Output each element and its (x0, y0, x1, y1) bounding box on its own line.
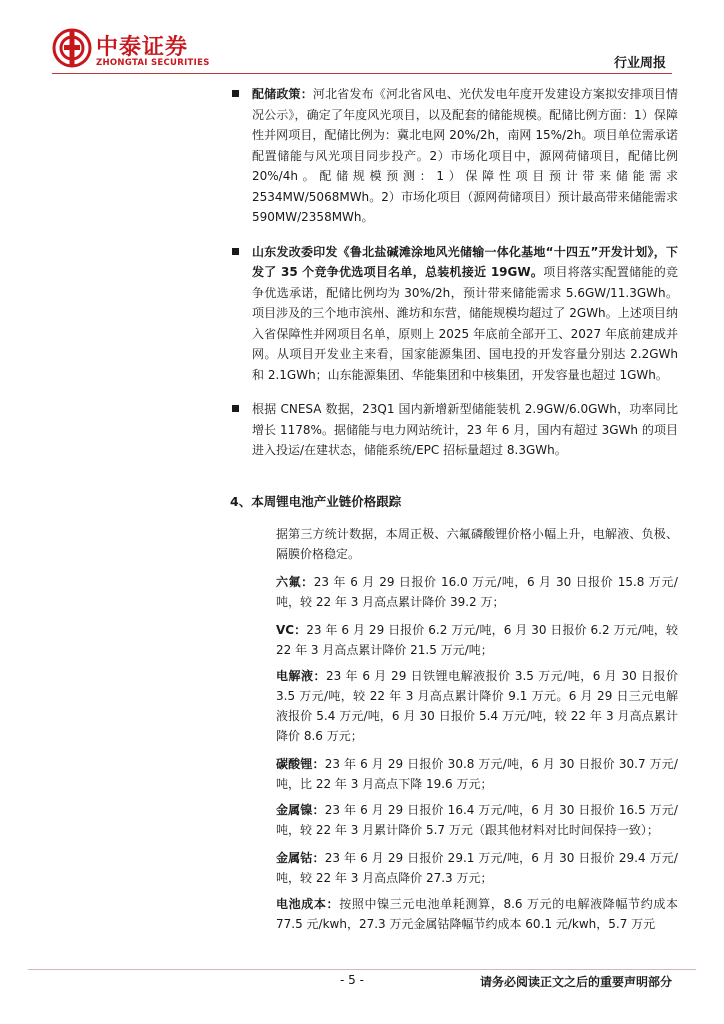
price-item-label: 电解液： (276, 669, 326, 683)
price-item-text: 23 年 6 月 29 日报价 16.0 万元/吨，6 月 30 日报价 15.8 万元/吨，较 22 年 3 月高点累计降价 39.2 万； (276, 575, 678, 609)
price-item (276, 666, 678, 746)
report-type-label: 行业周报 (613, 56, 666, 71)
price-item-label: 金属钴： (276, 851, 325, 865)
price-item-text: 23 年 6 月 29 日报价 6.2 万元/吨，6 月 30 日报价 6.2 万元/吨，较 22 年 3 月高点累计降价 21.5 万元/吨； (276, 623, 678, 657)
disclaimer-text: 请务必阅读正文之后的重要声明部分 (479, 975, 672, 989)
bullet-text: 根据 CNESA 数据，23Q1 国内新增新型储能装机 2.9GW/6.0GWh，功率同比增长 1178%。据储能与电力网站统计，23 年 6 月，国内有超过 3GWh 的项目进入投运/在建状态，储能系统/EPC 招标量超过 8.3GWh。 (252, 402, 678, 457)
company-logo (52, 22, 222, 72)
price-item (276, 800, 678, 840)
price-item-text: 23 年 6 月 29 日报价 29.1 万元/吨，6 月 30 日报价 29.4 万元/吨，较 22 年 3 月高点降价 27.3 万元； (276, 851, 678, 885)
page-number: - 5 - (340, 973, 364, 987)
bullet-square-icon (232, 405, 239, 412)
footer-divider (28, 969, 696, 970)
section-title: 4、本周锂电池产业链价格跟踪 (230, 494, 402, 509)
price-item (276, 894, 678, 934)
logo-chinese-name: 中泰证券 (96, 35, 189, 60)
price-item (276, 754, 678, 794)
price-item-label: 金属镍： (276, 803, 325, 817)
bullet-square-icon (232, 90, 239, 97)
bullet-item (252, 84, 678, 228)
price-item-text: 23 年 6 月 29 日报价 30.8 万元/吨，6 月 30 日报价 30.7 万元/吨，比 22 年 3 月高点下降 19.6 万元； (276, 757, 678, 791)
bullet-text: 河北省发布《河北省风电、光伏发电年度开发建设方案拟安排项目情况公示》，确定了年度风光项目，以及配套的储能规模。配储比例方面：1）保障性并网项目，配储比例为：冀北电网 20%/2h，南网 15%/2h。项目单位需承诺配置储能与风光项目同步投产。2）市场化项目中，源网荷储项目，配储比例 20%/4h。配储规模预测：1）保障性项目预计带来储能需求 2534MW/5068MWh。2）市场化项目（源网荷储项目）预计最高带来储能需求 590MW/2358MWh。 (252, 87, 678, 224)
bullet-item (252, 242, 678, 386)
price-item-label: 电池成本： (276, 897, 340, 911)
price-item (276, 572, 678, 612)
logo-english-name: ZHONGTAI SECURITIES (96, 58, 210, 68)
price-item-label: 六氟： (276, 575, 314, 589)
header-divider (52, 73, 672, 74)
bullet-lead: 配储政策： (252, 87, 313, 101)
bullet-lead: 山东发改委印发《鲁北盐碱滩涂地风光储输一体化基地“十四五”开发计划》，下发了 35 个竞争优选项目名单，总装机接近 19GW。 (252, 244, 678, 279)
bullet-text: 项目将落实配置储能的竞争优选承诺，配储比例均为 30%/2h，预计带来储能需求 5.6GW/11.3GWh。项目涉及的三个地市滨州、潍坊和东营，储能规模均超过了 2GWh。上述项目纳入省保障性并网项目名单，原则上 2025 年底前全部开工、2027 年底前建成并网。从项目开发业主来看，国家能源集团、国电投的开发容量分别达 2.2GWh 和 2.1GWh；山东能源集团、华能集团和中核集团，开发容量也超过 1GWh。 (252, 265, 678, 382)
price-item (276, 620, 678, 660)
price-item-text: 23 年 6 月 29 日铁锂电解液报价 3.5 万元/吨，6 月 30 日报价 3.5 万元/吨，较 22 年 3 月高点累计降价 9.1 万元。6 月 29 日三元电解液报价 5.4 万元/吨，6 月 30 日报价 5.4 万元/吨，较 22 年 3 月高点累计降价 8.6 万元； (276, 669, 678, 743)
price-item-label: VC： (276, 623, 307, 637)
section-intro: 据第三方统计数据，本周正极、六氟磷酸锂价格小幅上升，电解液、负极、隔膜价格稳定。 (276, 527, 678, 561)
bullet-item (252, 399, 678, 461)
bullet-square-icon (232, 248, 239, 255)
price-item-text: 23 年 6 月 29 日报价 16.4 万元/吨，6 月 30 日报价 16.5 万元/吨，较 22 年 3 月累计降价 5.7 万元（跟其他材料对比时间保持一致）； (276, 803, 678, 837)
price-item-text: 按照中镍三元电池单耗测算，8.6 万元的电解液降幅节约成本 77.5 元/kwh，27.3 万元金属钴降幅节约成本 60.1 元/kwh，5.7 万元 (276, 897, 678, 931)
price-item-label: 碳酸锂： (276, 757, 325, 771)
price-item (276, 848, 678, 888)
zhongtai-logo-icon (52, 28, 92, 68)
bullet-list (252, 84, 678, 475)
